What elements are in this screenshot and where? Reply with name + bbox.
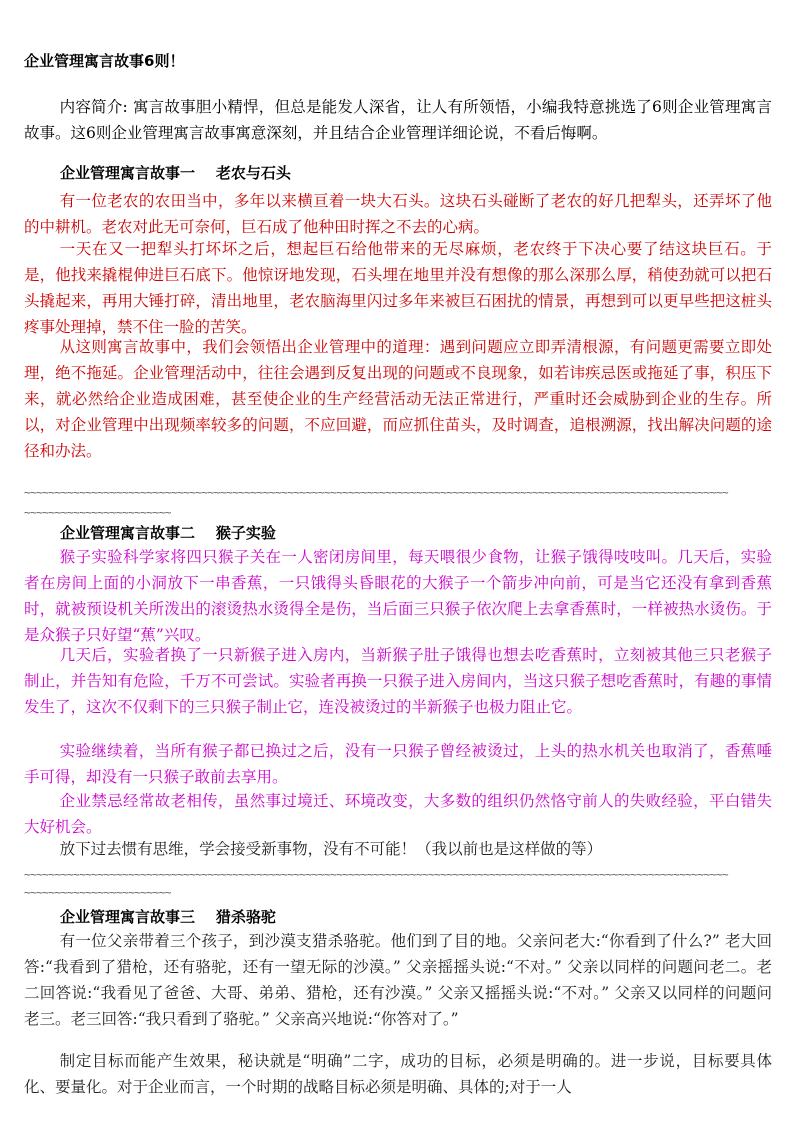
intro-paragraph: 内容简介: 寓言故事胆小精悍，但总是能发人深省，让人有所领悟，小编我特意挑选了6则企业管理寓言故事。这6则企业管理寓言故事寓意深刻，并且结合企业管理详细论说，不看后悔啊。 (24, 98, 772, 142)
story1-paragraph-1: 有一位老农的农田当中，多年以来横亘着一块大石头。这块石头碰断了老农的好几把犁头，还弄坏了他的中耕机。老农对此无可奈何，巨石成了他种田时挥之不去的心病。 (24, 192, 772, 236)
story2-paragraph-5: 放下过去惯有思维，学会接受新事物，没有不可能！（我以前也是这样做的等） (59, 840, 603, 858)
separator-line: ~~~~~~~~~~~~~~~~~~~~~~~~ (24, 506, 171, 519)
story3-heading: 企业管理寓言故事三 猎杀骆驼 (60, 908, 276, 926)
story2-heading: 企业管理寓言故事二 猴子实验 (60, 524, 276, 542)
separator-line: ~~~~~~~~~~~~~~~~~~~~~~~~ (24, 886, 171, 899)
separator-line: ~~~~~~~~~~~~~~~~~~~~~~~~~~~~~~~~~~~~~~~~~~~~~~~~~~~~~~~~~~~~~~~~~~~~~~~~~~~~~~~~~~~~~~~~~~~~~~~~~~~~~~~~~~~~~~~~~~~ (24, 486, 729, 499)
story2-paragraph-2: 几天后，实验者换了一只新猴子进入房内，当新猴子肚子饿得也想去吃香蕉时，立刻被其他三只老猴子制止，并告知有危险，千万不可尝试。实验者再换一只猴子进入房间内，当这只猴子想吃香蕉时，有趣的事情发生了，这次不仅剩下的三只猴子制止它，连没被烫过的半新猴子也极力阻止它。 (24, 646, 772, 716)
story1-paragraph-2: 一天在又一把犁头打坏坏之后，想起巨石给他带来的无尽麻烦，老农终于下决心要了结这块巨石。于是，他找来撬棍伸进巨石底下。他惊讶地发现，石头埋在地里并没有想像的那么深那么厚，稍使劲就可以把石头撬起来，再用大锤打碎，清出地里，老农脑海里闪过多年来被巨石困扰的情景，再想到可以更早些把这桩头疼事处理掉，禁不住一脸的苦笑。 (24, 240, 772, 336)
story3-paragraph-2: 制定目标而能产生效果，秘诀就是“明确”二字，成功的目标，必须是明确的。进一步说，目标要具体化、要量化。对于企业而言，一个时期的战略目标必须是明确、具体的;对于一人 (24, 1052, 772, 1096)
document-title: 企业管理寓言故事6则！ (24, 52, 185, 70)
story1-paragraph-3: 从这则寓言故事中，我们会领悟出企业管理中的道理：遇到问题应立即弄清根源，有问题更需要立即处理，绝不拖延。企业管理活动中，往往会遇到反复出现的问题或不良现象，如若讳疾忌医或拖延了事，积压下来，就必然给企业造成困难，甚至使企业的生产经营活动无法正常进行，严重时还会威胁到企业的生存。所以，对企业管理中出现频率较多的问题，不应回避，而应抓住苗头，及时调查，追根溯源，找出解决问题的途径和办法。 (24, 338, 772, 460)
story2-paragraph-3: 实验继续着，当所有猴子都已换过之后，没有一只猴子曾经被烫过，上头的热水机关也取消了，香蕉唾手可得，却没有一只猴子敢前去享用。 (24, 742, 772, 786)
story1-heading: 企业管理寓言故事一 老农与石头 (60, 164, 291, 182)
story2-paragraph-1: 猴子实验科学家将四只猴子关在一人密闭房间里，每天喂很少食物，让猴子饿得吱吱叫。几天后，实验者在房间上面的小洞放下一串香蕉，一只饿得头昏眼花的大猴子一个箭步冲向前，可是当它还没有拿到香蕉时，就被预设机关所泼出的滚烫热水烫得全是伤，当后面三只猴子依次爬上去拿香蕉时，一样被热水烫伤。于是众猴子只好望“蕉”兴叹。 (24, 548, 772, 644)
story2-paragraph-4: 企业禁忌经常故老相传，虽然事过境迁、环境改变，大多数的组织仍然恪守前人的失败经验，平白错失大好机会。 (24, 792, 772, 836)
story3-paragraph-1: 有一位父亲带着三个孩子，到沙漠支猎杀骆驼。他们到了目的地。父亲问老大:“你看到了什么?” 老大回答:“我看到了猎枪，还有骆驼，还有一望无际的沙漠。” 父亲摇摇头说:“不对。” 父亲以同样的问题问老二。老二回答说:“我看见了爸爸、大哥、弟弟、猎枪，还有沙漠。” 父亲又摇摇头说:“不对。” 父亲又以同样的问题问老三。老三回答:“我只看到了骆驼。” 父亲高兴地说:“你答对了。” (24, 932, 772, 1028)
separator-line: ~~~~~~~~~~~~~~~~~~~~~~~~~~~~~~~~~~~~~~~~~~~~~~~~~~~~~~~~~~~~~~~~~~~~~~~~~~~~~~~~~~~~~~~~~~~~~~~~~~~~~~~~~~~~~~~~~~~ (24, 868, 729, 881)
